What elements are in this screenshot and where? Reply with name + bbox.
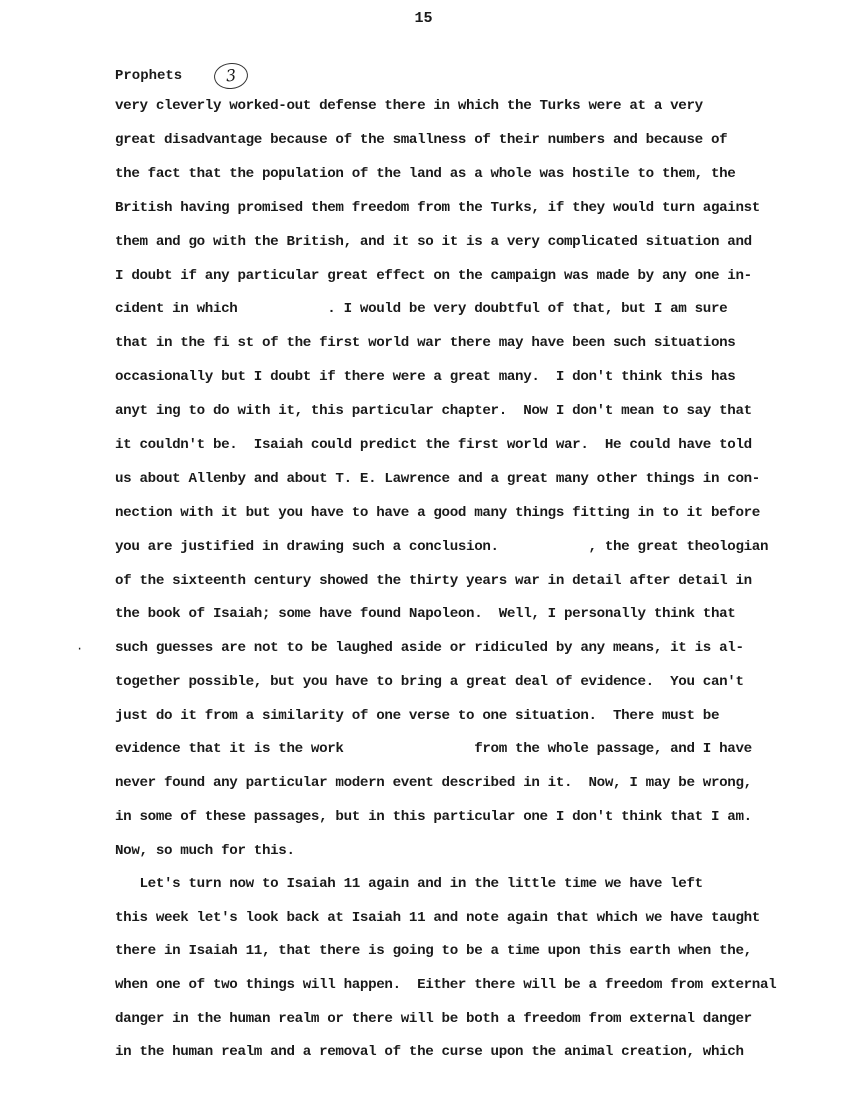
text-line: it couldn't be. Isaiah could predict the first world war. He could have told (115, 437, 752, 453)
text-line: I doubt if any particular great effect on the campaign was made by any one in- (115, 268, 752, 284)
text-line: nection with it but you have to have a good many things fitting in to it before (115, 505, 760, 521)
text-line: them and go with the British, and it so it is a very complicated situation and (115, 234, 752, 250)
margin-mark: · (76, 642, 84, 656)
text-line: in some of these passages, but in this particular one I don't think that I am. (115, 809, 752, 825)
text-line: together possible, but you have to bring a great deal of evidence. You can't (115, 674, 744, 690)
circled-page-number: 3 (213, 61, 250, 90)
text-line: in the human realm and a removal of the curse upon the animal creation, which (115, 1044, 744, 1060)
text-line: such guesses are not to be laughed aside or ridiculed by any means, it is al- (115, 640, 744, 656)
text-line: the book of Isaiah; some have found Napoleon. Well, I personally think that (115, 606, 736, 622)
document-header (115, 63, 248, 89)
text-line: evidence that it is the work from the whole passage, and I have (115, 741, 752, 757)
text-line: very cleverly worked-out defense there in which the Turks were at a very (115, 98, 703, 114)
text-line: cident in which . I would be very doubtful of that, but I am sure (115, 301, 728, 317)
text-line: Let's turn now to Isaiah 11 again and in the little time we have left (115, 876, 703, 892)
text-line: British having promised them freedom from the Turks, if they would turn against (115, 200, 760, 216)
page-number: 15 (414, 10, 433, 27)
text-line: this week let's look back at Isaiah 11 and note again that which we have taught (115, 910, 760, 926)
text-line: of the sixteenth century showed the thirty years war in detail after detail in (115, 573, 752, 589)
text-line: you are justified in drawing such a conclusion. , the great theologian (115, 539, 769, 555)
text-line: us about Allenby and about T. E. Lawrence and a great many other things in con- (115, 471, 760, 487)
header-title: Prophets (115, 68, 183, 84)
text-line: occasionally but I doubt if there were a great many. I don't think this has (115, 369, 736, 385)
text-line: there in Isaiah 11, that there is going to be a time upon this earth when the, (115, 943, 752, 959)
text-line: Now, so much for this. (115, 843, 295, 859)
text-line: never found any particular modern event described in it. Now, I may be wrong, (115, 775, 752, 791)
text-line: great disadvantage because of the smallness of their numbers and because of (115, 132, 728, 148)
text-line: when one of two things will happen. Either there will be a freedom from external (115, 977, 777, 993)
text-line: anyt ing to do with it, this particular chapter. Now I don't mean to say that (115, 403, 752, 419)
text-line: just do it from a similarity of one verse to one situation. There must be (115, 708, 720, 724)
text-line: the fact that the population of the land as a whole was hostile to them, the (115, 166, 736, 182)
text-line: that in the fi st of the first world war there may have been such situations (115, 335, 736, 351)
text-line: danger in the human realm or there will be both a freedom from external danger (115, 1011, 752, 1027)
